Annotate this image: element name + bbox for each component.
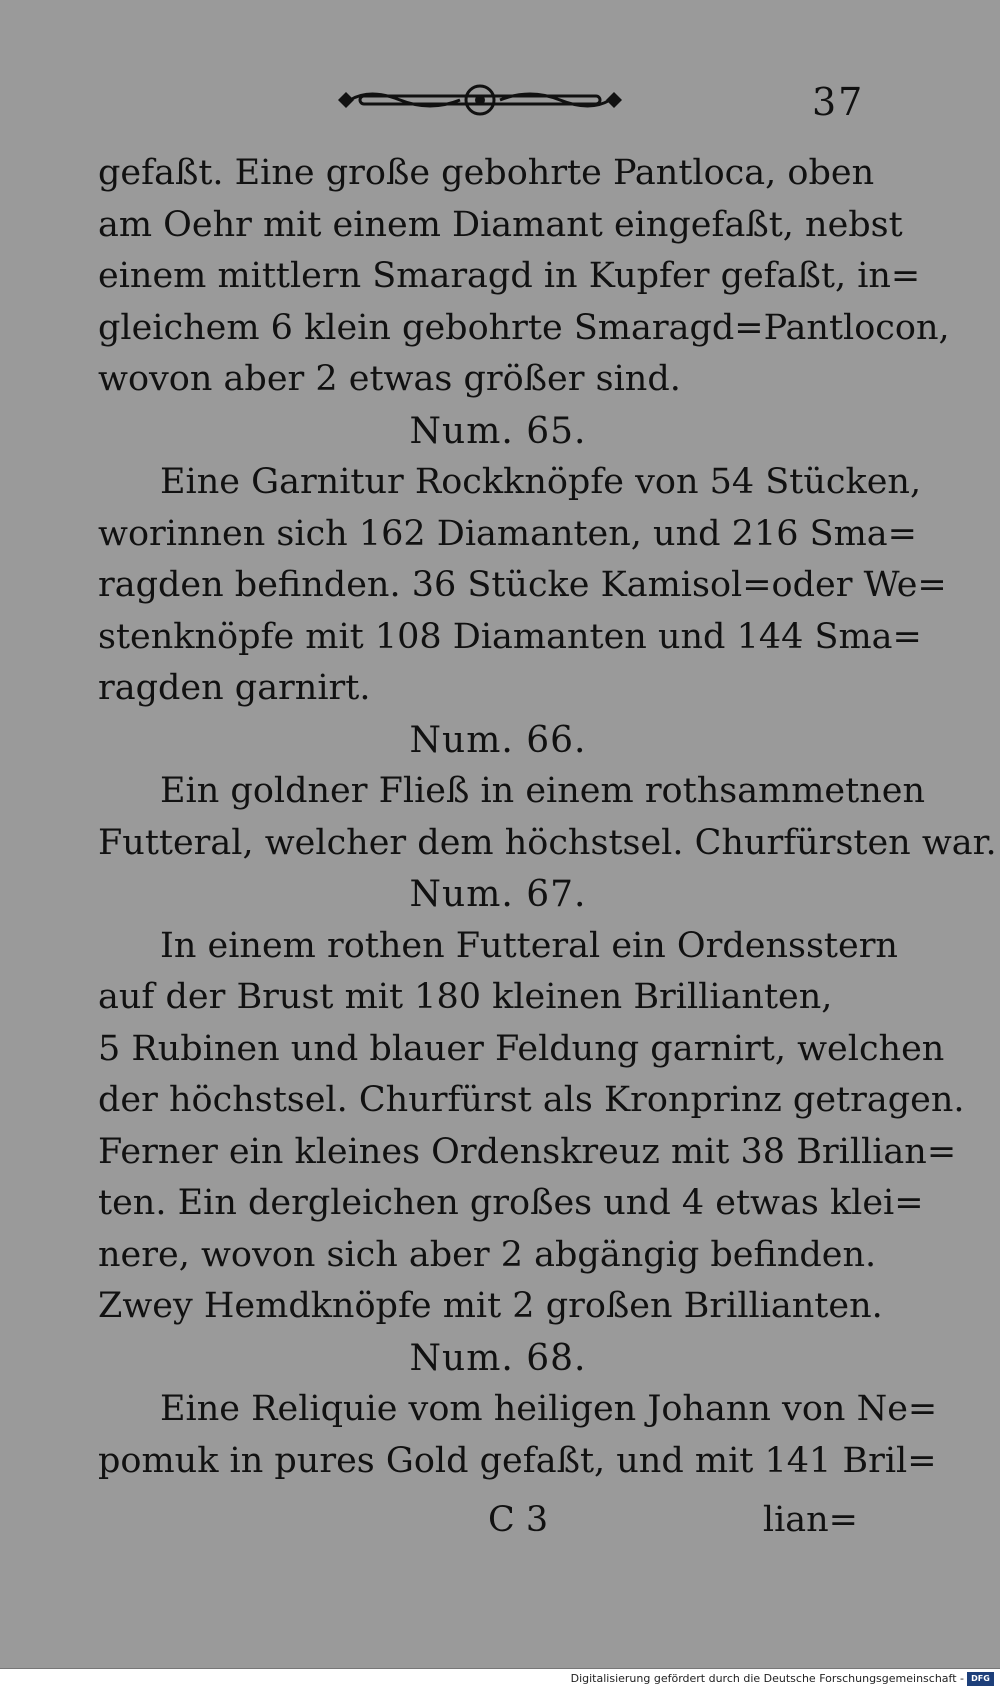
text-line: auf der Brust mit 180 kleinen Brillianten, — [98, 977, 833, 1017]
section-heading: Num. 66. — [409, 719, 587, 761]
page-foot — [98, 1500, 858, 1552]
text-line: 5 Rubinen und blauer Feldung garnirt, welchen — [98, 1028, 945, 1069]
text-line: Eine Reliquie vom heiligen Johann von Ne= — [160, 1389, 938, 1429]
text-line: ten. Ein dergleichen großes und 4 etwas klei= — [98, 1183, 924, 1223]
text-line: ragden befinden. 36 Stücke Kamisol=oder We= — [98, 565, 947, 605]
text-line: Zwey Hemdknöpfe mit 2 großen Brillianten. — [98, 1286, 883, 1326]
text-line: In einem rothen Futteral ein Ordensstern — [160, 925, 898, 966]
text-line: Eine Garnitur Rockknöpfe von 54 Stücken, — [160, 462, 922, 502]
text-line: am Oehr mit einem Diamant eingefaßt, nebst — [98, 204, 903, 245]
text-line: der höchstsel. Churfürst als Kronprinz getragen. — [98, 1080, 965, 1120]
section-heading: Num. 65. — [409, 410, 587, 452]
body-text — [98, 148, 997, 1487]
text-line: ragden garnirt. — [98, 668, 371, 708]
text-line: gleichem 6 klein gebohrte Smaragd=Pantlocon, — [98, 307, 950, 348]
text-line: pomuk in pures Gold gefaßt, und mit 141 Bril= — [98, 1440, 937, 1481]
text-line: Ein goldner Fließ in einem rothsammetnen — [160, 771, 926, 811]
text-line: Ferner ein kleines Ordenskreuz mit 38 Brillian= — [98, 1131, 957, 1172]
catchword: lian= — [762, 1500, 858, 1540]
footer-credit: Digitalisierung gefördert durch die Deutsche Forschungsgemeinschaft - — [570, 1672, 964, 1685]
section-heading: Num. 68. — [409, 1337, 587, 1379]
decorative-ornament-icon — [330, 78, 630, 122]
text-line: nere, wovon sich aber 2 abgängig befinden. — [98, 1234, 877, 1275]
text-line: gefaßt. Eine große gebohrte Pantloca, oben — [98, 153, 875, 193]
signature-mark: C 3 — [488, 1500, 549, 1540]
text-line: worinnen sich 162 Diamanten, und 216 Sma= — [98, 513, 917, 554]
page-number: 37 — [812, 80, 865, 124]
digitization-footer — [0, 1668, 1000, 1690]
text-line: wovon aber 2 etwas größer sind. — [98, 359, 681, 399]
section-heading: Num. 67. — [409, 874, 587, 915]
dfg-logo-icon: DFG — [967, 1672, 994, 1686]
text-line: stenknöpfe mit 108 Diamanten und 144 Sma= — [98, 616, 922, 657]
text-line: Futteral, welcher dem höchstsel. Churfürsten war. — [98, 822, 997, 863]
text-line: einem mittlern Smaragd in Kupfer gefaßt, in= — [98, 256, 921, 296]
